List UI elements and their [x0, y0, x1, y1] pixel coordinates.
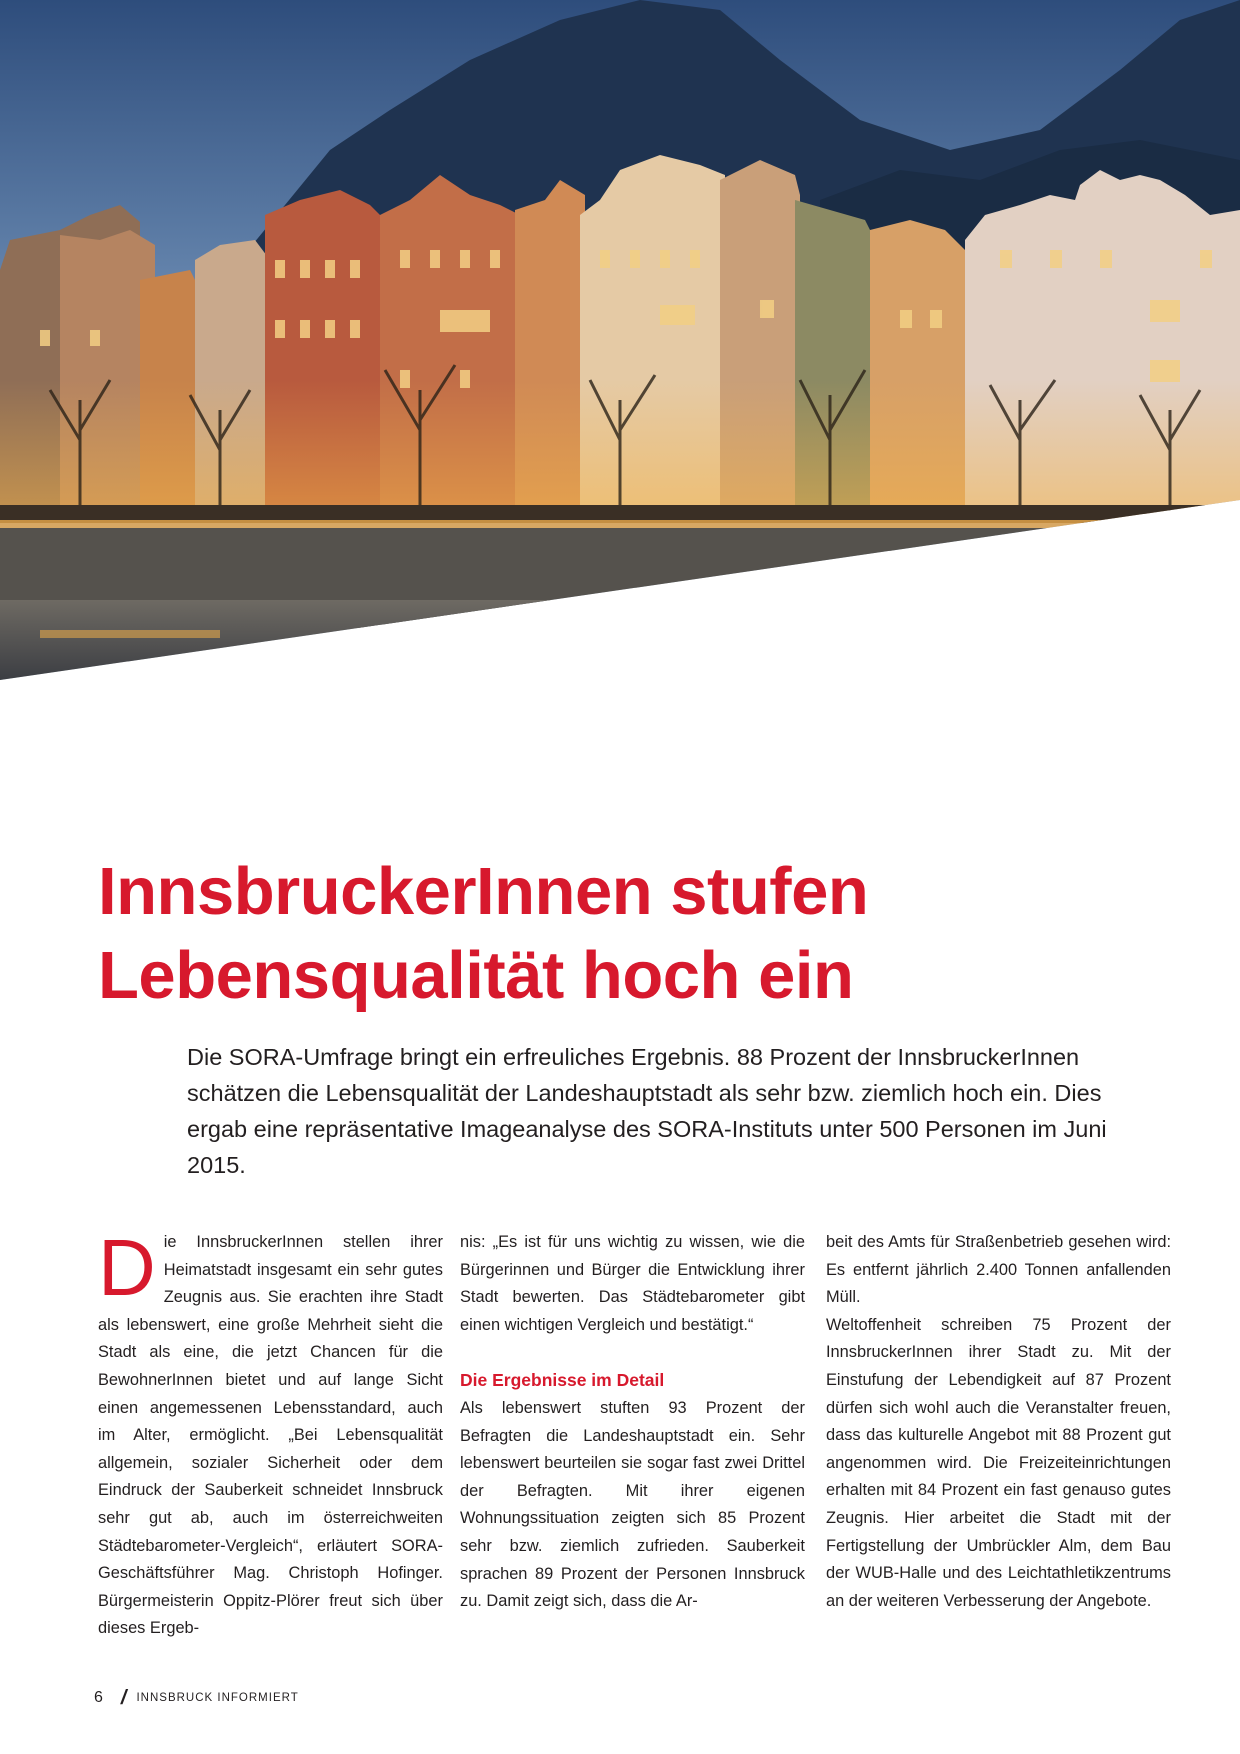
section-subheading: Die Ergebnisse im Detail — [460, 1370, 665, 1391]
publication-name: INNSBRUCK INFORMIERT — [136, 1692, 299, 1704]
article-column-3 — [826, 1229, 1171, 1615]
article-column-1 — [98, 1223, 443, 1643]
page-number: 6 — [94, 1689, 103, 1706]
hero-photo — [0, 0, 1240, 680]
drop-cap: D — [98, 1223, 156, 1312]
article-lead: Die SORA-Umfrage bringt ein erfreuliches Ergebnis. 88 Prozent der InnsbruckerInnen schätzen die Lebensqualität der Landeshauptstadt als sehr bzw. ziemlich hoch ein. Dies ergab eine repräsentative Imageanalyse des SORA-Instituts unter 500 Personen im Juni 2015. — [187, 1044, 1107, 1178]
column-3-paragraph-1: beit des Amts für Straßenbetrieb gesehen wird: Es entfernt jährlich 2.400 Tonnen anfallenden Müll. — [826, 1233, 1171, 1307]
column-2-paragraph-1: nis: „Es ist für uns wichtig zu wissen, wie die Bürgerinnen und Bürger die Entwicklung ihrer Stadt bewerten. Das Städtebarometer gibt einen wichtigen Vergleich und bestätigt.“ — [460, 1233, 805, 1334]
column-2-paragraph-2: Als lebenswert stuften 93 Prozent der Befragten die Landeshauptstadt ein. Sehr lebenswert beurteilen sie sogar fast zwei Drittel der Befragten. Mit ihrer eigenen Wohnungssituation zeigten sich 85 Prozent sehr bzw. ziemlich zufrieden. Sauberkeit sprachen 89 Prozent der Personen Innsbruck zu. Damit zeigt sich, dass die Ar- — [460, 1398, 805, 1611]
column-3-paragraph-2: Weltoffenheit schreiben 75 Prozent der InnsbruckerInnen ihrer Stadt zu. Mit der Einstufung der Lebendigkeit auf 87 Prozent dürfen sich wohl auch die Veranstalter freuen, dass das kulturelle Angebot mit 88 Prozent gut angenommen wird. Die Freizeiteinrichtungen erhalten mit 84 Prozent ein fast genauso gutes Zeugnis. Hier arbeitet die Stadt mit der Fertigstellung der Umbrückler Alm, dem Bau der WUB-Halle und des Leichtathletikzentrums an der weiteren Verbesserung der Angebote. — [826, 1315, 1171, 1610]
article-headline — [98, 850, 1198, 1018]
footer-divider: / — [120, 1686, 127, 1709]
column-1-text: ie InnsbruckerInnen stellen ihrer Heimatstadt insgesamt ein sehr gutes Zeugnis aus. Sie erachten ihre Stadt als lebenswert, eine große Mehrheit sieht die Stadt als eine, die jetzt Chancen für die BewohnerInnen bietet und auf lange Sicht einen angemessenen Lebensstandard, auch im Alter, ermöglicht. „Bei Lebensqualität allgemein, sozialer Sicherheit oder dem Eindruck der Sauberkeit schneidet Innsbruck sehr gut ab, auch im österreichweiten Städtebarometer-Vergleich“, erläutert SORA-Geschäftsführer Mag. Christoph Hofinger. Bürgermeisterin Oppitz-Plörer freut sich über dieses Ergeb- — [98, 1233, 443, 1638]
headline-line-1: InnsbruckerInnen stufen — [98, 854, 869, 929]
page-footer — [94, 1686, 299, 1710]
column-1-paragraph — [98, 1223, 443, 1643]
headline-line-2: Lebensqualität hoch ein — [98, 938, 854, 1013]
article-column-2 — [460, 1229, 805, 1616]
